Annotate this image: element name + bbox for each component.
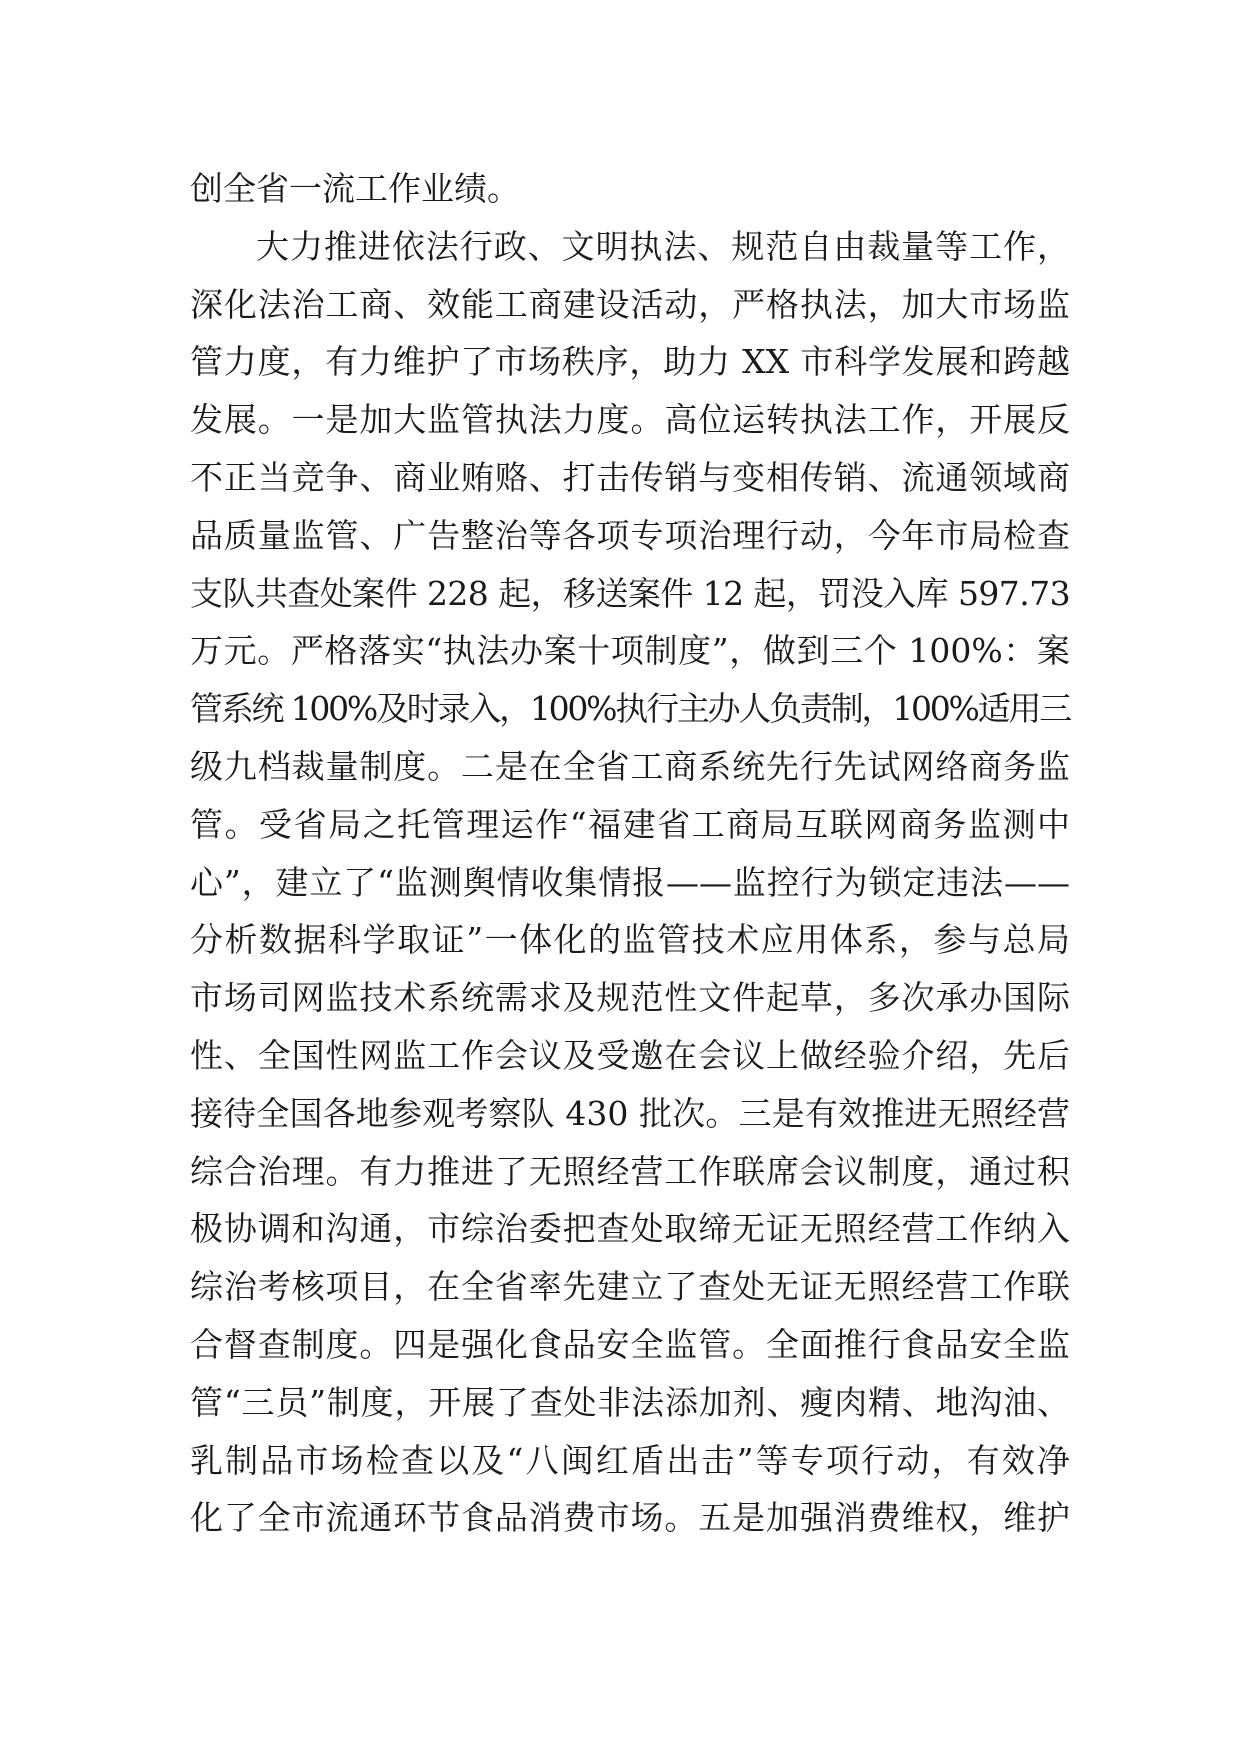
text-line: 发展。一是加大监管执法力度。高位运转执法工作，开展反 bbox=[190, 400, 1070, 440]
text-line: 管。受省局之托管理运作“福建省工商局互联网商务监测中 bbox=[190, 804, 1070, 844]
text-line: 市场司网监技术系统需求及规范性文件起草，多次承办国际 bbox=[190, 978, 1070, 1018]
text-line: 深化法治工商、效能工商建设活动，严格执法，加大市场监 bbox=[190, 284, 1070, 324]
text-line: 综合治理。有力推进了无照经营工作联席会议制度，通过积 bbox=[190, 1151, 1070, 1191]
text-line: 分析数据科学取证”一体化的监管技术应用体系，参与总局 bbox=[190, 920, 1070, 960]
text-line: 管“三员”制度，开展了查处非法添加剂、瘦肉精、地沟油、 bbox=[190, 1382, 1070, 1422]
text-line: 万元。严格落实“执法办案十项制度”，做到三个 100%：案 bbox=[190, 631, 1070, 671]
text-line: 极协调和沟通，市综治委把查处取缔无证无照经营工作纳入 bbox=[190, 1209, 1070, 1249]
text-line: 接待全国各地参观考察队 430 批次。三是有效推进无照经营 bbox=[190, 1093, 1070, 1133]
text-line: 品质量监管、广告整治等各项专项治理行动，今年市局检查 bbox=[190, 515, 1070, 555]
text-line: 乳制品市场检查以及“八闽红盾出击”等专项行动，有效净 bbox=[190, 1440, 1070, 1480]
text-line: 合督查制度。四是强化食品安全监管。全面推行食品安全监 bbox=[190, 1324, 1070, 1364]
text-line: 支队共查处案件 228 起，移送案件 12 起，罚没入库 597.73 bbox=[190, 573, 1070, 613]
text-line: 化了全市流通环节食品消费市场。五是加强消费维权，维护 bbox=[190, 1498, 1070, 1538]
paragraph-first-line: 大力推进依法行政、文明执法、规范自由裁量等工作， bbox=[256, 226, 1070, 266]
text-line: 性、全国性网监工作会议及受邀在会议上做经验介绍，先后 bbox=[190, 1035, 1070, 1075]
text-line: 管系统 100%及时录入，100%执行主办人负责制，100%适用三 bbox=[190, 689, 1070, 729]
text-line: 不正当竞争、商业贿赂、打击传销与变相传销、流通领域商 bbox=[190, 457, 1070, 497]
text-line: 综治考核项目，在全省率先建立了查处无证无照经营工作联 bbox=[190, 1267, 1070, 1307]
text-line: 级九档裁量制度。二是在全省工商系统先行先试网络商务监 bbox=[190, 746, 1070, 786]
text-line: 心”，建立了“监测舆情收集情报——监控行为锁定违法—— bbox=[190, 862, 1070, 902]
text-line: 管力度，有力维护了市场秩序，助力 XX 市科学发展和跨越 bbox=[190, 342, 1070, 382]
document-body bbox=[190, 160, 1070, 1547]
text-line: 创全省一流工作业绩。 bbox=[190, 169, 520, 208]
